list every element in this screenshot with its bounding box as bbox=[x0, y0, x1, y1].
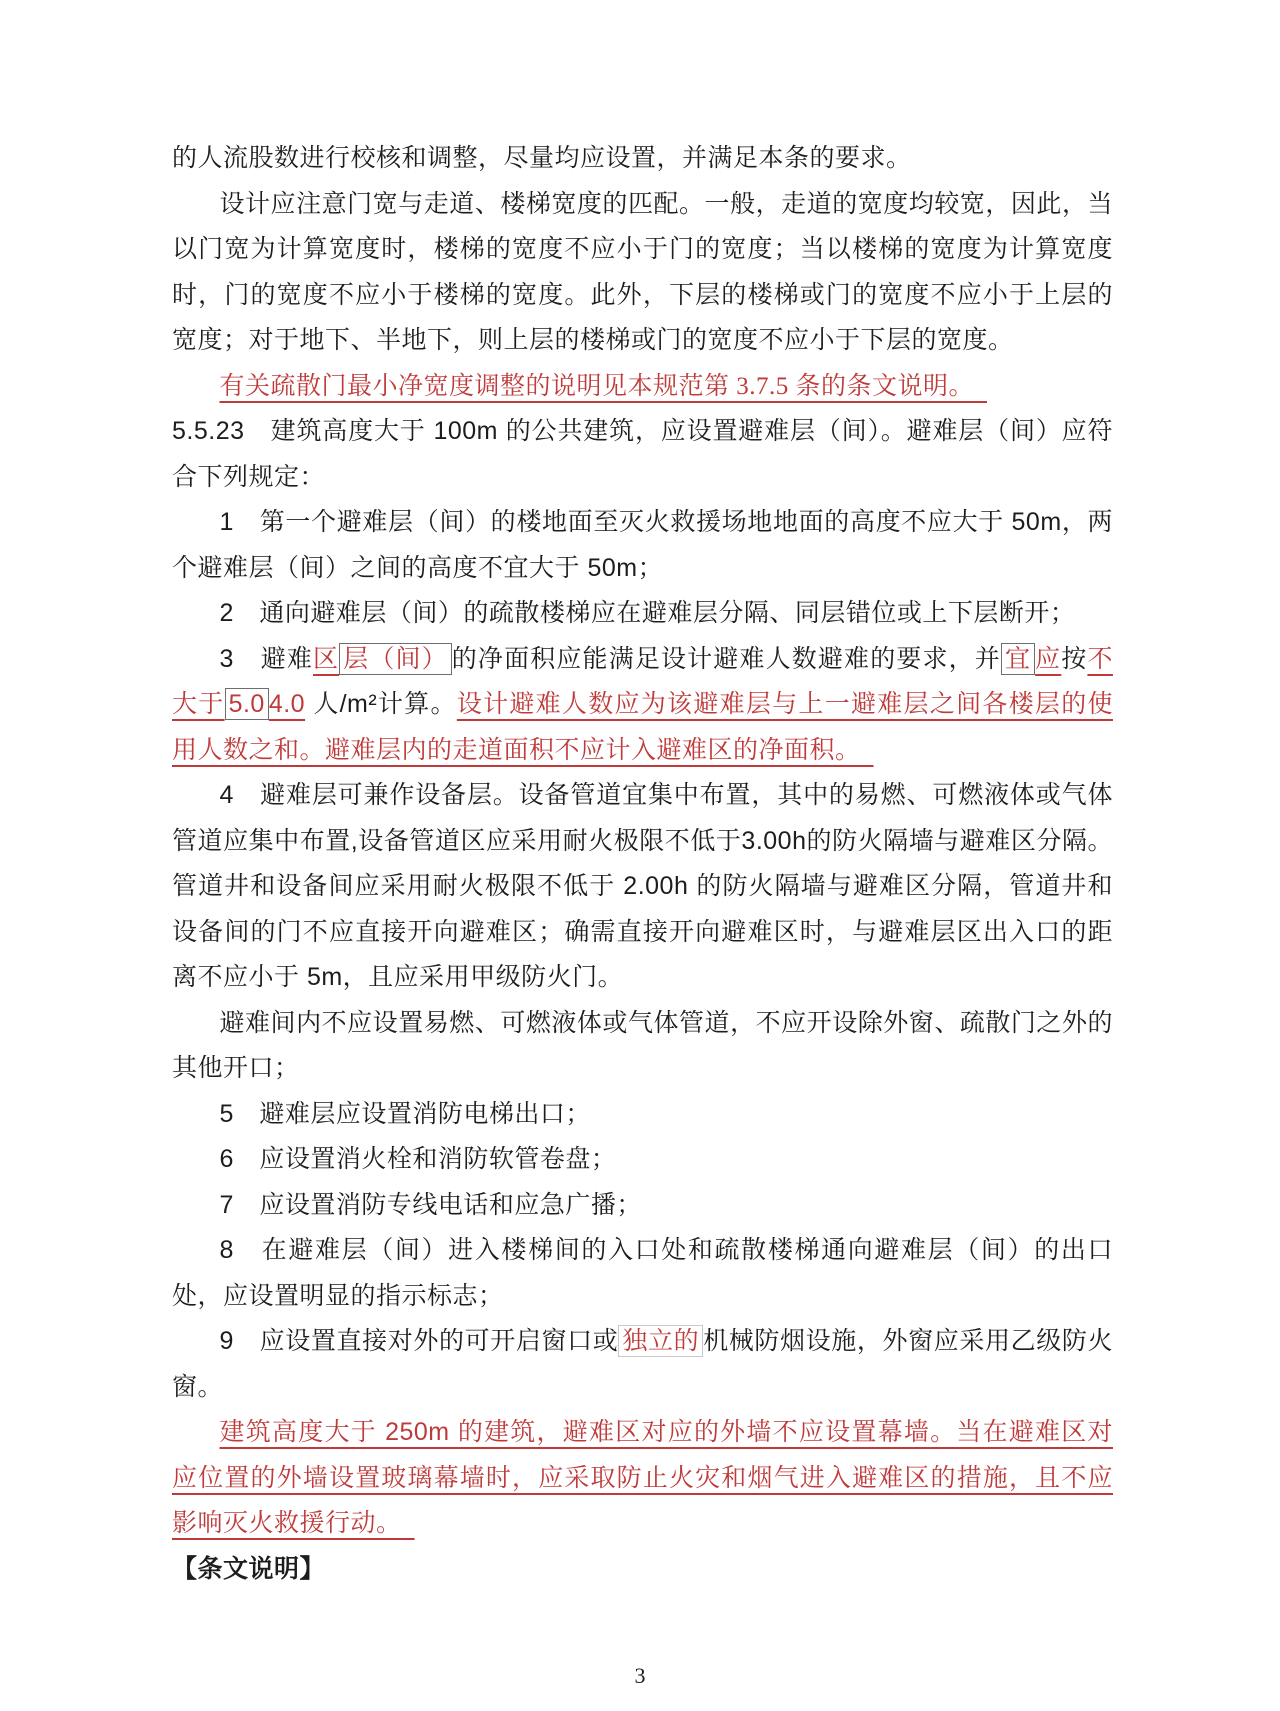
inserted-text: 不大于 bbox=[172, 644, 1113, 718]
text-run: 2 通向避难层（间）的疏散楼梯应在避难层分隔、同层错位或上下层断开； bbox=[219, 599, 1076, 627]
text-run: 避难间内不应设置易燃、可燃液体或气体管道，不应开设除外窗、疏散门之外的其他开口； bbox=[172, 1008, 1113, 1082]
text-run: 的人流股数进行校核和调整，尽量均应设置，并满足本条的要求。 bbox=[172, 145, 912, 172]
inserted-text: 有关疏散门最小净宽度调整的说明见本规范第 3.7.5 条的条文说明。 bbox=[219, 372, 988, 400]
page-footer bbox=[0, 1663, 1280, 1689]
text-run: 9 应设置直接对外的可开启窗口或 bbox=[219, 1327, 619, 1355]
paragraph-14 bbox=[172, 1319, 1113, 1410]
document-body bbox=[172, 136, 1113, 1592]
text-run: 3 避难 bbox=[219, 644, 314, 673]
inserted-text: 建筑高度大于 250m 的建筑，避难区对应的外墙不应设置幕墙。当在避难区对应位置的外墙设置玻璃幕墙时，应采取防止火灾和烟气进入避难区的措施，且不应影响灭火救援行动。 bbox=[172, 1418, 1113, 1537]
paragraph-9 bbox=[172, 1001, 1113, 1092]
paragraph-7 bbox=[172, 637, 1113, 774]
paragraph-6 bbox=[172, 591, 1113, 637]
text-run: 1 第一个避难层（间）的楼地面至灭火救援场地地面的高度不应大于 50m，两个避难层（间）之间的高度不宜大于 50m； bbox=[172, 508, 1113, 582]
text-run: 设计应注意门宽与走道、楼梯宽度的匹配。一般，走道的宽度均较宽，因此，当以门宽为计算宽度时，楼梯的宽度不应小于门的宽度；当以楼梯的宽度为计算宽度时，门的宽度不应小于楼梯的宽度。此外，下层的楼梯或门的宽度不应小于上层的宽度；对于地下、半地下，则上层的楼梯或门的宽度不应小于下层的宽度。 bbox=[172, 190, 1113, 354]
inserted-text: 区 bbox=[313, 644, 340, 673]
inserted-text: 设计避难人数应为该避难层与上一避难层之间各楼层的使用人数之和。避难层内的走道面积不应计入避难区的净面积。 bbox=[172, 690, 1113, 764]
text-run: 7 应设置消防专线电话和应急广播； bbox=[219, 1190, 642, 1219]
deleted-text: 层（间） bbox=[339, 643, 452, 675]
deleted-text: 宜 bbox=[1001, 643, 1035, 675]
paragraph-10 bbox=[172, 1092, 1113, 1138]
paragraph-2 bbox=[172, 182, 1113, 364]
boxed-text: 独立的 bbox=[618, 1325, 703, 1357]
paragraph-5 bbox=[172, 500, 1113, 591]
page-number: 3 bbox=[634, 1663, 646, 1688]
text-run: 8 在避难层（间）进入楼梯间的入口处和疏散楼梯通向避难层（间）的出口处，应设置明显的指示标志； bbox=[172, 1236, 1113, 1310]
text-run: 人/m²计算。 bbox=[305, 690, 457, 718]
paragraph-16 bbox=[172, 1547, 1113, 1593]
inserted-text: 应 bbox=[1035, 644, 1062, 673]
text-run: 5.5.23 建筑高度大于 100m 的公共建筑，应设置避难层（间）。避难层（间）应符合下列规定： bbox=[172, 417, 1113, 491]
paragraph-3 bbox=[172, 364, 1113, 410]
text-run: 【条文说明】 bbox=[172, 1554, 326, 1583]
paragraph-11 bbox=[172, 1137, 1113, 1183]
text-run: 5 避难层应设置消防电梯出口； bbox=[219, 1099, 591, 1128]
paragraph-15 bbox=[172, 1410, 1113, 1547]
text-run: 6 应设置消火栓和消防软管卷盘； bbox=[219, 1145, 617, 1173]
paragraph-1 bbox=[172, 136, 1113, 182]
text-run: 的净面积应能满足设计避难人数避难的要求，并 bbox=[451, 644, 1001, 673]
paragraph-12 bbox=[172, 1183, 1113, 1229]
paragraph-4 bbox=[172, 409, 1113, 500]
paragraph-13 bbox=[172, 1228, 1113, 1319]
inserted-text: 4.0 bbox=[268, 690, 306, 718]
text-run: 4 避难层可兼作设备层。设备管道宜集中布置，其中的易燃、可燃液体或气体管道应集中布置,设备管道区应采用耐火极限不低于3.00h的防火隔墙与避难区分隔。管道井和设备间应采用耐火极限不低于 2.00h 的防火隔墙与避难区分隔，管道井和设备间的门不应直接开向避难区；确需直接开向避难区时，与避难层区出入口的距离不应小于 5m，且应采用甲级防火门。 bbox=[172, 781, 1113, 991]
text-run: 机械防烟设施，外窗应采用乙级防火窗。 bbox=[172, 1327, 1113, 1401]
paragraph-8 bbox=[172, 773, 1113, 1001]
deleted-text: 5.0 bbox=[225, 688, 269, 720]
text-run: 按 bbox=[1061, 644, 1088, 673]
